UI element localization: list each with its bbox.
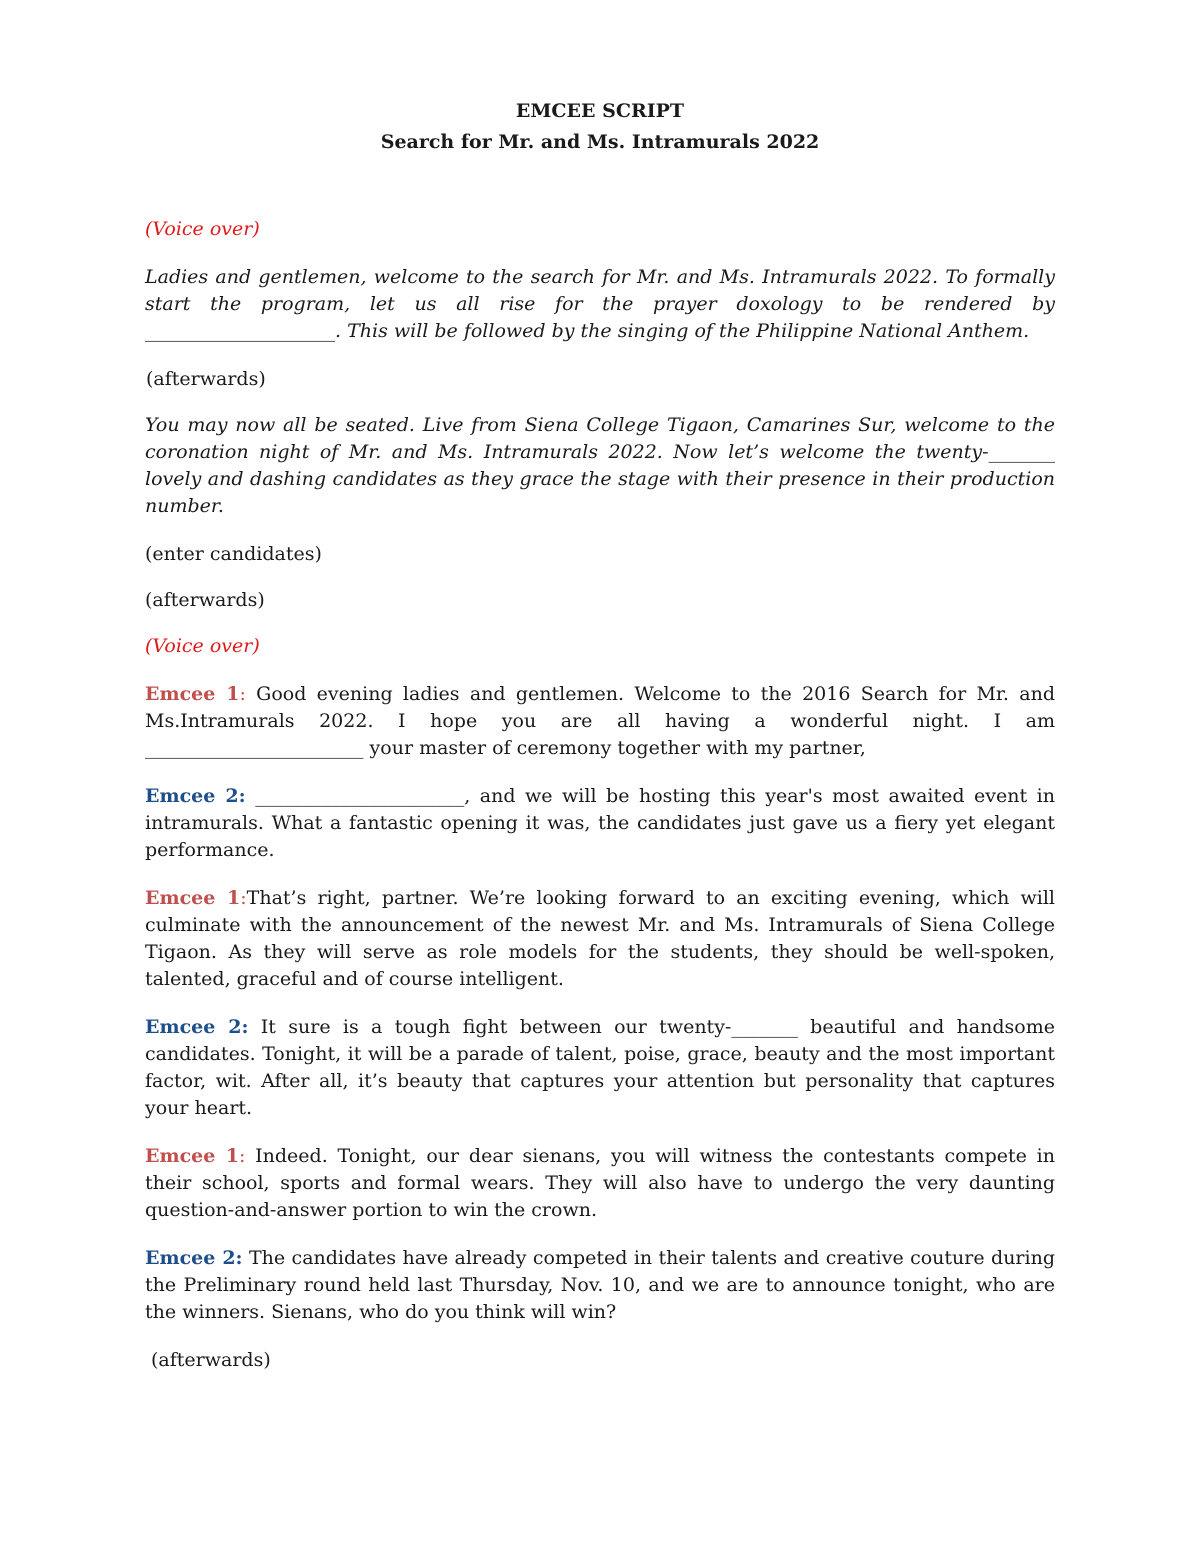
- cue-afterwards: (afterwards): [151, 1349, 271, 1371]
- document-title: EMCEE SCRIPT: [515, 100, 685, 122]
- speaker-emcee-1: Emcee 1: [145, 683, 240, 705]
- line-text: It sure is a tough fight between our twenty-_______ beautiful and handsome candidates. Tonight, it will be a parade of talent, poise, grace, beauty and the most important factor, wit. After all, it’s beauty that captures your attention but personality that captures your heart.: [145, 1016, 1055, 1119]
- line-text: Indeed. Tonight, our dear sienans, you will witness the contestants compete in their school, sports and formal wears. They will also have to undergo the very daunting question-and-answer portion to win the crown.: [145, 1145, 1055, 1221]
- speaker-separator: :: [238, 1145, 246, 1167]
- emcee-line: [145, 1245, 1055, 1326]
- speaker-emcee-1: Emcee 1: [145, 887, 241, 909]
- emcee-line: [145, 1014, 1055, 1122]
- opening-paragraph: Ladies and gentlemen, welcome to the search for Mr. and Ms. Intramurals 2022. To formally start the program, let us all rise for the prayer doxology to be rendered by ____________________. This will be followed by the singing of the Philippine National Anthem.: [145, 266, 1055, 342]
- cue-voice-over: (Voice over): [145, 635, 260, 657]
- cue-voice-over: (Voice over): [145, 218, 260, 240]
- seated-paragraph: You may now all be seated. Live from Siena College Tigaon, Camarines Sur, welcome to the coronation night of Mr. and Ms. Intramurals 2022. Now let’s welcome the twenty-_______ lovely and dashing candidates as they grace the stage with their presence in their production number.: [145, 414, 1055, 517]
- speaker-separator: :: [240, 887, 247, 909]
- line-text: The candidates have already competed in their talents and creative couture during the Preliminary round held last Thursday, Nov. 10, and we are to announce tonight, who are the winners. Sienans, who do you think will win?: [145, 1247, 1055, 1323]
- speaker-emcee-2: Emcee 2:: [145, 1247, 243, 1269]
- cue-afterwards: (afterwards): [145, 589, 265, 611]
- line-text: ______________________, and we will be hosting this year's most awaited event in intramurals. What a fantastic opening it was, the candidates just gave us a fiery yet elegant performance.: [145, 785, 1055, 861]
- line-text: Good evening ladies and gentlemen. Welcome to the 2016 Search for Mr. and Ms.Intramurals 2022. I hope you are all having a wonderful night. I am _______________________ your master of ceremony together with my partner,: [145, 683, 1055, 759]
- emcee-line: [145, 885, 1055, 993]
- speaker-separator: :: [239, 683, 246, 705]
- document-page: [145, 96, 1055, 1374]
- speaker-emcee-2: Emcee 2:: [145, 1016, 249, 1038]
- title-block: [145, 96, 1055, 158]
- emcee-line: [145, 1143, 1055, 1224]
- emcee-line: [145, 783, 1055, 864]
- document-subtitle: Search for Mr. and Ms. Intramurals 2022: [380, 131, 820, 153]
- line-text: That’s right, partner. We’re looking forward to an exciting evening, which will culminate with the announcement of the newest Mr. and Ms. Intramurals of Siena College Tigaon. As they will serve as role models for the students, they should be well-spoken, talented, graceful and of course intelligent.: [145, 887, 1056, 990]
- speaker-emcee-1: Emcee 1: [145, 1145, 239, 1167]
- emcee-line: [145, 681, 1055, 762]
- cue-enter-candidates: (enter candidates): [145, 543, 322, 565]
- speaker-emcee-2: Emcee 2:: [145, 785, 246, 807]
- cue-afterwards: (afterwards): [146, 368, 266, 390]
